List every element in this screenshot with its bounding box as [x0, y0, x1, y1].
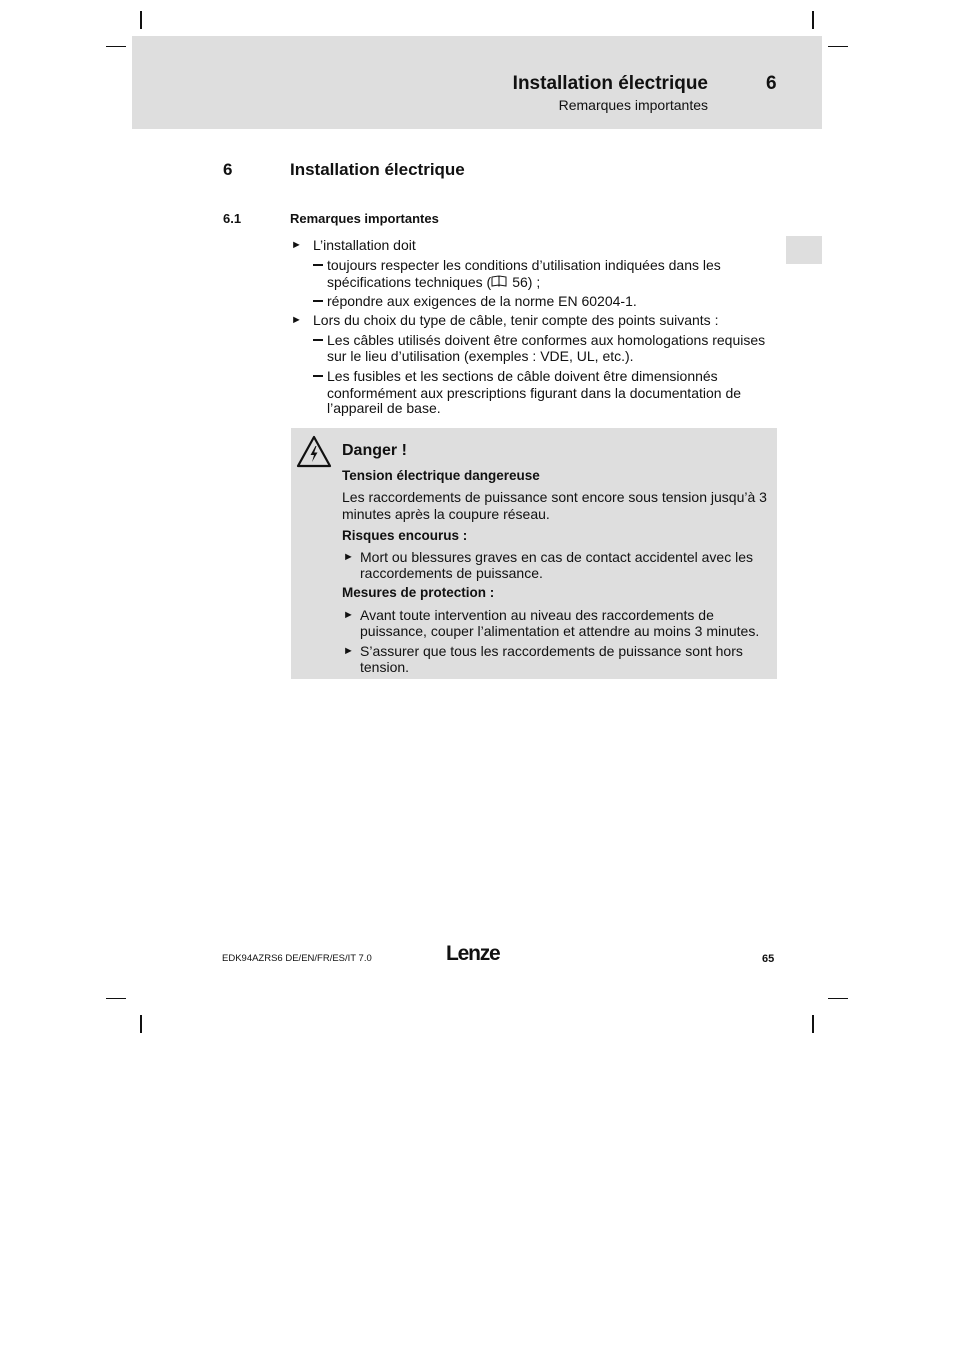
crop-mark [140, 1015, 142, 1033]
dash-item-text: l’appareil de base. [327, 400, 441, 416]
crop-mark [140, 11, 142, 29]
page-reference[interactable]: 56) ; [512, 274, 541, 290]
risk-text: raccordements de puissance. [360, 565, 543, 581]
triangle-right-icon: ► [343, 645, 354, 657]
dash-icon [313, 264, 323, 266]
subsection-number: 6.1 [223, 211, 242, 226]
dash-icon [313, 300, 323, 302]
bullet-text: L’installation doit [313, 237, 416, 253]
chapter-tab [786, 236, 822, 264]
measures-label: Mesures de protection : [342, 585, 495, 600]
dash-item-text-part: spécifications techniques ( [327, 274, 492, 290]
danger-subtitle: Tension électrique dangereuse [342, 468, 540, 483]
dash-icon [313, 339, 323, 341]
risks-label: Risques encourus : [342, 528, 468, 543]
triangle-right-icon: ► [343, 609, 354, 621]
crop-mark [106, 46, 126, 47]
measure-text: puissance, couper l’alimentation et attendre au moins 3 minutes. [360, 623, 760, 639]
section-title: Installation électrique [290, 160, 465, 179]
triangle-right-icon: ► [291, 239, 302, 251]
book-icon [491, 275, 507, 292]
dash-icon [313, 375, 323, 377]
dash-item-text: sur le lieu d’utilisation (exemples : VDE, UL, etc.). [327, 348, 634, 364]
measure-text: tension. [360, 659, 410, 675]
header-subtitle: Remarques importantes [558, 97, 708, 113]
measure-text: Avant toute intervention au niveau des raccordements de [360, 607, 714, 623]
dash-item-text [327, 274, 540, 292]
triangle-right-icon: ► [343, 551, 354, 563]
measure-text: S’assurer que tous les raccordements de puissance sont hors [360, 643, 743, 659]
danger-text: Les raccordements de puissance sont encore sous tension jusqu’à 3 [342, 489, 767, 505]
dash-item-text: répondre aux exigences de la norme EN 60204-1. [327, 293, 637, 309]
crop-mark [828, 46, 848, 47]
section-number: 6 [223, 160, 233, 179]
page-number: 65 [762, 953, 775, 965]
lenze-logo: Lenze [446, 942, 500, 965]
header-title: Installation électrique [512, 73, 708, 94]
high-voltage-warning-icon [296, 435, 332, 468]
subsection-title: Remarques importantes [290, 211, 439, 226]
bullet-text: Lors du choix du type de câble, tenir compte des points suivants : [313, 312, 719, 328]
header-chapter-number: 6 [766, 73, 777, 94]
dash-item-text: toujours respecter les conditions d’utilisation indiquées dans les [327, 257, 721, 273]
risk-text: Mort ou blessures graves en cas de contact accidentel avec les [360, 549, 753, 565]
crop-mark [106, 998, 126, 999]
dash-item-text: Les fusibles et les sections de câble doivent être dimensionnés [327, 368, 718, 384]
dash-item-text: Les câbles utilisés doivent être conformes aux homologations requises [327, 332, 766, 348]
danger-text: minutes après la coupure réseau. [342, 506, 550, 522]
crop-mark [812, 1015, 814, 1033]
danger-title: Danger ! [342, 442, 407, 459]
page-header [132, 36, 822, 129]
dash-item-text: conformément aux prescriptions figurant dans la documentation de [327, 385, 742, 401]
document-reference: EDK94AZRS6 DE/EN/FR/ES/IT 7.0 [222, 953, 372, 964]
triangle-right-icon: ► [291, 314, 302, 326]
crop-mark [828, 998, 848, 999]
crop-mark [812, 11, 814, 29]
